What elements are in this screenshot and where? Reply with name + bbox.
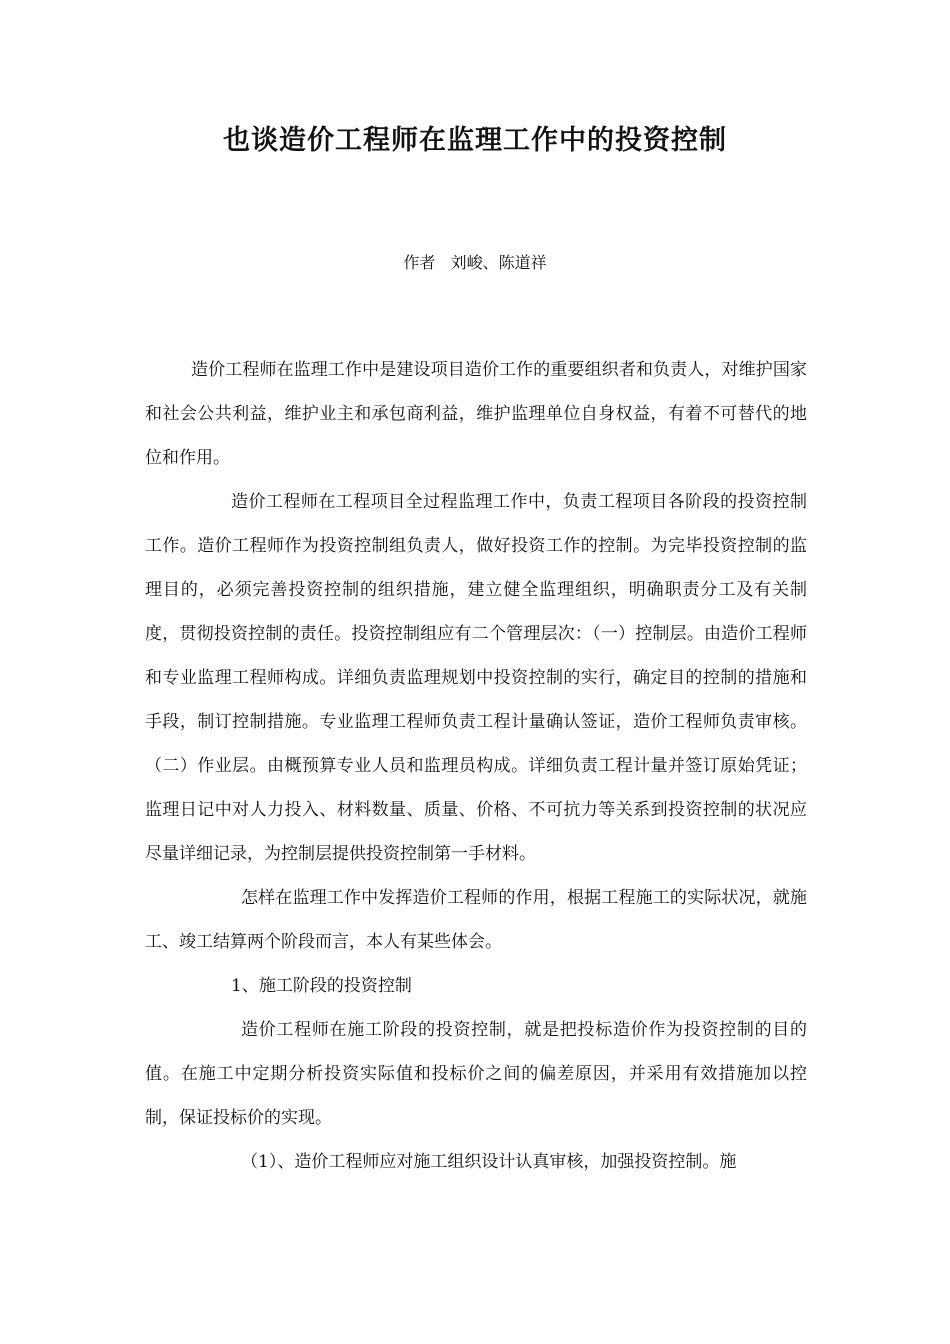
section-heading-construction-stage: 1、施工阶段的投资控制 xyxy=(231,976,412,996)
paragraph-intro: 造价工程师在监理工作中是建设项目造价工作的重要组织者和负责人，对维护国家和社会公共利益，维护业主和承包商利益，维护监理单位自身权益，有着不可替代的地位和作用。 xyxy=(145,360,807,468)
paragraph-approach: 怎样在监理工作中发挥造价工程师的作用，根据工程施工的实际状况，就施工、竣工结算两个阶段而言，本人有某些体会。 xyxy=(145,888,807,952)
document-title: 也谈造价工程师在监理工作中的投资控制 xyxy=(223,125,727,156)
author-line: 作者 刘峻、陈道祥 xyxy=(403,253,547,272)
document-body xyxy=(145,348,807,1184)
paragraph-organization: 造价工程师在工程项目全过程监理工作中，负责工程项目各阶段的投资控制工作。造价工程师作为投资控制组负责人，做好投资工作的控制。为完毕投资控制的监理目的，必须完善投资控制的组织措施，建立健全监理组织，明确职责分工及有关制度，贯彻投资控制的责任。投资控制组应有二个管理层次：（一）控制层。由造价工程师和专业监理工程师构成。详细负责监理规划中投资控制的实行，确定目的控制的措施和手段，制订控制措施。专业监理工程师负责工程计量确认签证，造价工程师负责审核。（二）作业层。由概预算专业人员和监理员构成。详细负责工程计量并签订原始凭证；监理日记中对人力投入、材料数量、质量、价格、不可抗力等关系到投资控制的状况应尽量详细记录，为控制层提供投资控制第一手材料。 xyxy=(145,492,807,864)
paragraph-construction-stage: 造价工程师在施工阶段的投资控制，就是把投标造价作为投资控制的目的值。在施工中定期分析投资实际值和投标价之间的偏差原因，并采用有效措施加以控制，保证投标价的实现。 xyxy=(145,1020,807,1128)
paragraph-construction-design-review: （1）、造价工程师应对施工组织设计认真审核，加强投资控制。施 xyxy=(241,1152,737,1172)
